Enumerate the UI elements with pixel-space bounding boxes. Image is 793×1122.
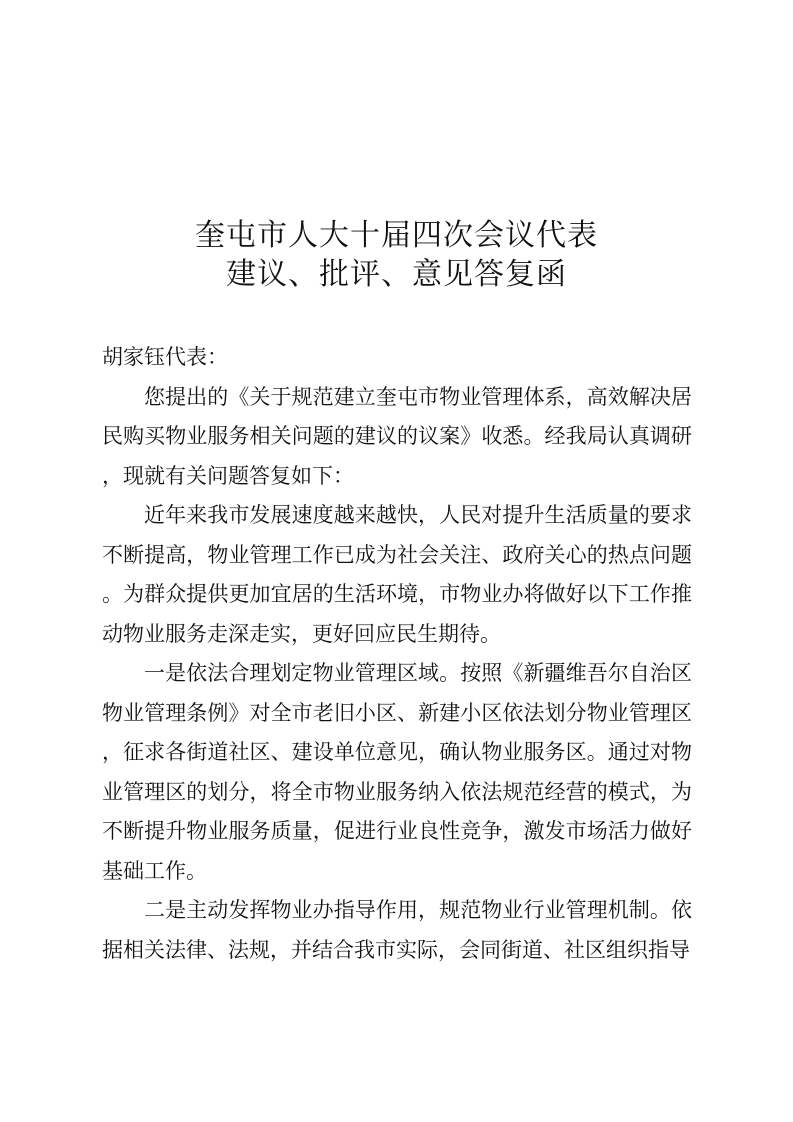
document-title-line1: 奎屯市人大十届四次会议代表: [195, 218, 598, 253]
paragraph-acknowledgement: 您提出的《关于规范建立奎屯市物业管理体系，高效解决居民购买物业服务相关问题的建议的议案》收悉。经我局认真调研，现就有关问题答复如下：: [102, 384, 692, 488]
paragraph-point-two: 二是主动发挥物业办指导作用，规范物业行业管理机制。依据相关法律、法规，并结合我市实际，会同街道、社区组织指导: [102, 898, 692, 962]
paragraph-point-one: 一是依法合理划定物业管理区域。按照《新疆维吾尔自治区物业管理条例》对全市老旧小区、新建小区依法划分物业管理区，征求各街道社区、建设单位意见，确认物业服务区。通过对物业管理区的划分，将全市物业服务纳入依法规范经营的模式，为不断提升物业服务质量，促进行业良性竞争，激发市场活力做好基础工作。: [102, 661, 692, 883]
paragraph-background: 近年来我市发展速度越来越快，人民对提升生活质量的要求不断提高，物业管理工作已成为社会关注、政府关心的热点问题。为群众提供更加宜居的生活环境，市物业办将做好以下工作推动物业服务走深走实，更好回应民生期待。: [102, 503, 692, 646]
document-title-line2: 建议、批评、意见答复函: [226, 257, 567, 292]
document-body: [102, 338, 692, 970]
salutation: 胡家钰代表：: [102, 345, 228, 369]
